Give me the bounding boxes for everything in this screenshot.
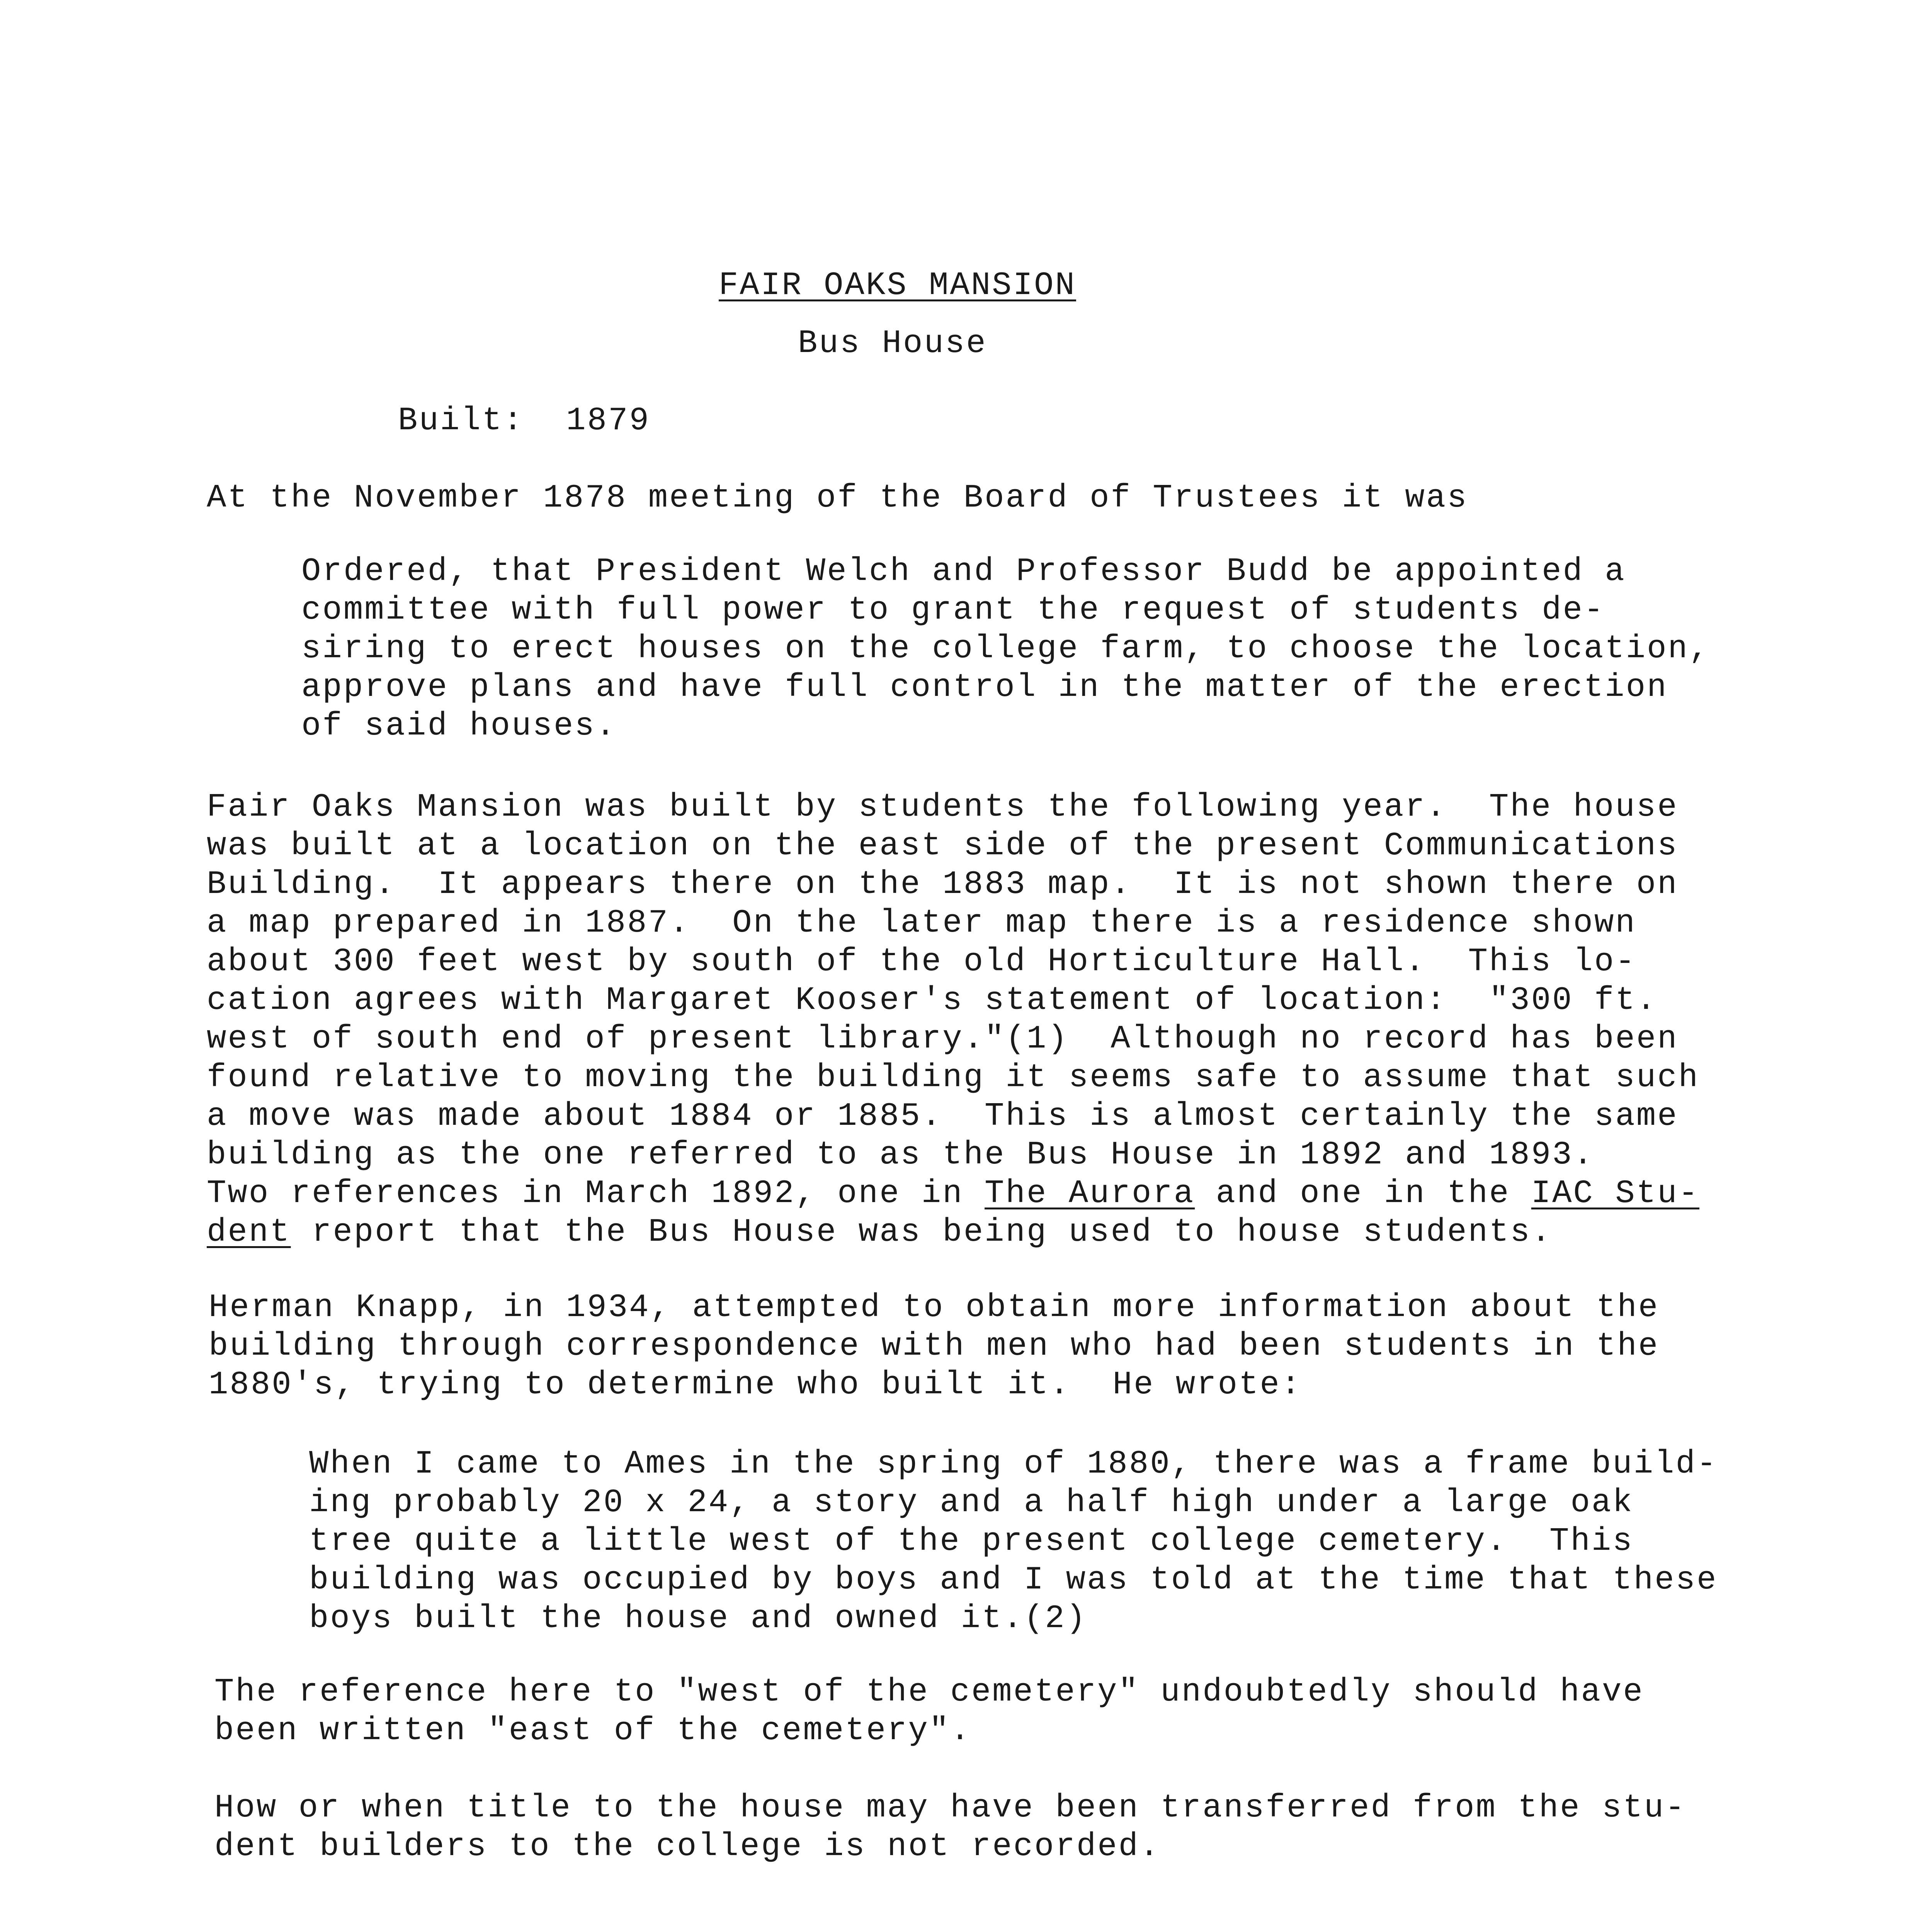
- cemetery-note: The reference here to "west of the cemetery" undoubtedly should have been written "east of the cemetery".: [214, 1674, 1644, 1749]
- title-transfer-note: How or when title to the house may have been transferred from the stu- dent builders to the college is not recorded.: [214, 1790, 1686, 1865]
- knapp-paragraph: Herman Knapp, in 1934, attempted to obtain more information about the building through correspondence with men who had been students in the 1880's, trying to determine who built it. He wrote:: [209, 1289, 1660, 1403]
- page-subtitle: Bus House: [798, 325, 987, 362]
- history-text-mid: and one in the: [1195, 1175, 1531, 1212]
- history-text: Fair Oaks Mansion was built by students the following year. The house was built at a location on the east side of the present Communications Building. It appears there on the 1883 map. It is not shown there on a map prepared in 1887. On the later map there is a residence shown about 300 feet west by south of the old Horticulture Hall. This lo- cation agrees with Margaret Kooser's statement of location: "300 ft. west of south end of present library."(1) Although no record has been found relative to moving the building it seems safe to assume that such a move was made about 1884 or 1885. This is almost certainly the same building as the one referred to as the Bus House in 1892 and 1893. Two references in March 1892, one in: [207, 789, 1699, 1212]
- publication-iac-student-part1: IAC Stu-: [1531, 1175, 1699, 1212]
- page-title: FAIR OAKS MANSION: [719, 267, 1076, 304]
- history-text-end: report that the Bus House was being used to house students.: [291, 1214, 1553, 1251]
- history-paragraph: [207, 788, 1699, 1252]
- publication-aurora: The Aurora: [985, 1175, 1195, 1212]
- knapp-quote: When I came to Ames in the spring of 1880, there was a frame build- ing probably 20 x 24, a story and a half high under a large oak tree quite a little west of the present college cemetery. This building was occupied by boys and I was told at the time that these boys built the house and owned it.(2): [309, 1446, 1718, 1637]
- publication-iac-student-part2: dent: [207, 1214, 291, 1251]
- intro-paragraph: At the November 1878 meeting of the Board of Trustees it was: [207, 480, 1468, 517]
- trustees-quote: Ordered, that President Welch and Professor Budd be appointed a committee with full power to grant the request of students de- siring to erect houses on the college farm, to choose the location, approve plans and have full control in the matter of the erection of said houses.: [301, 553, 1710, 745]
- built-year: Built: 1879: [398, 403, 650, 439]
